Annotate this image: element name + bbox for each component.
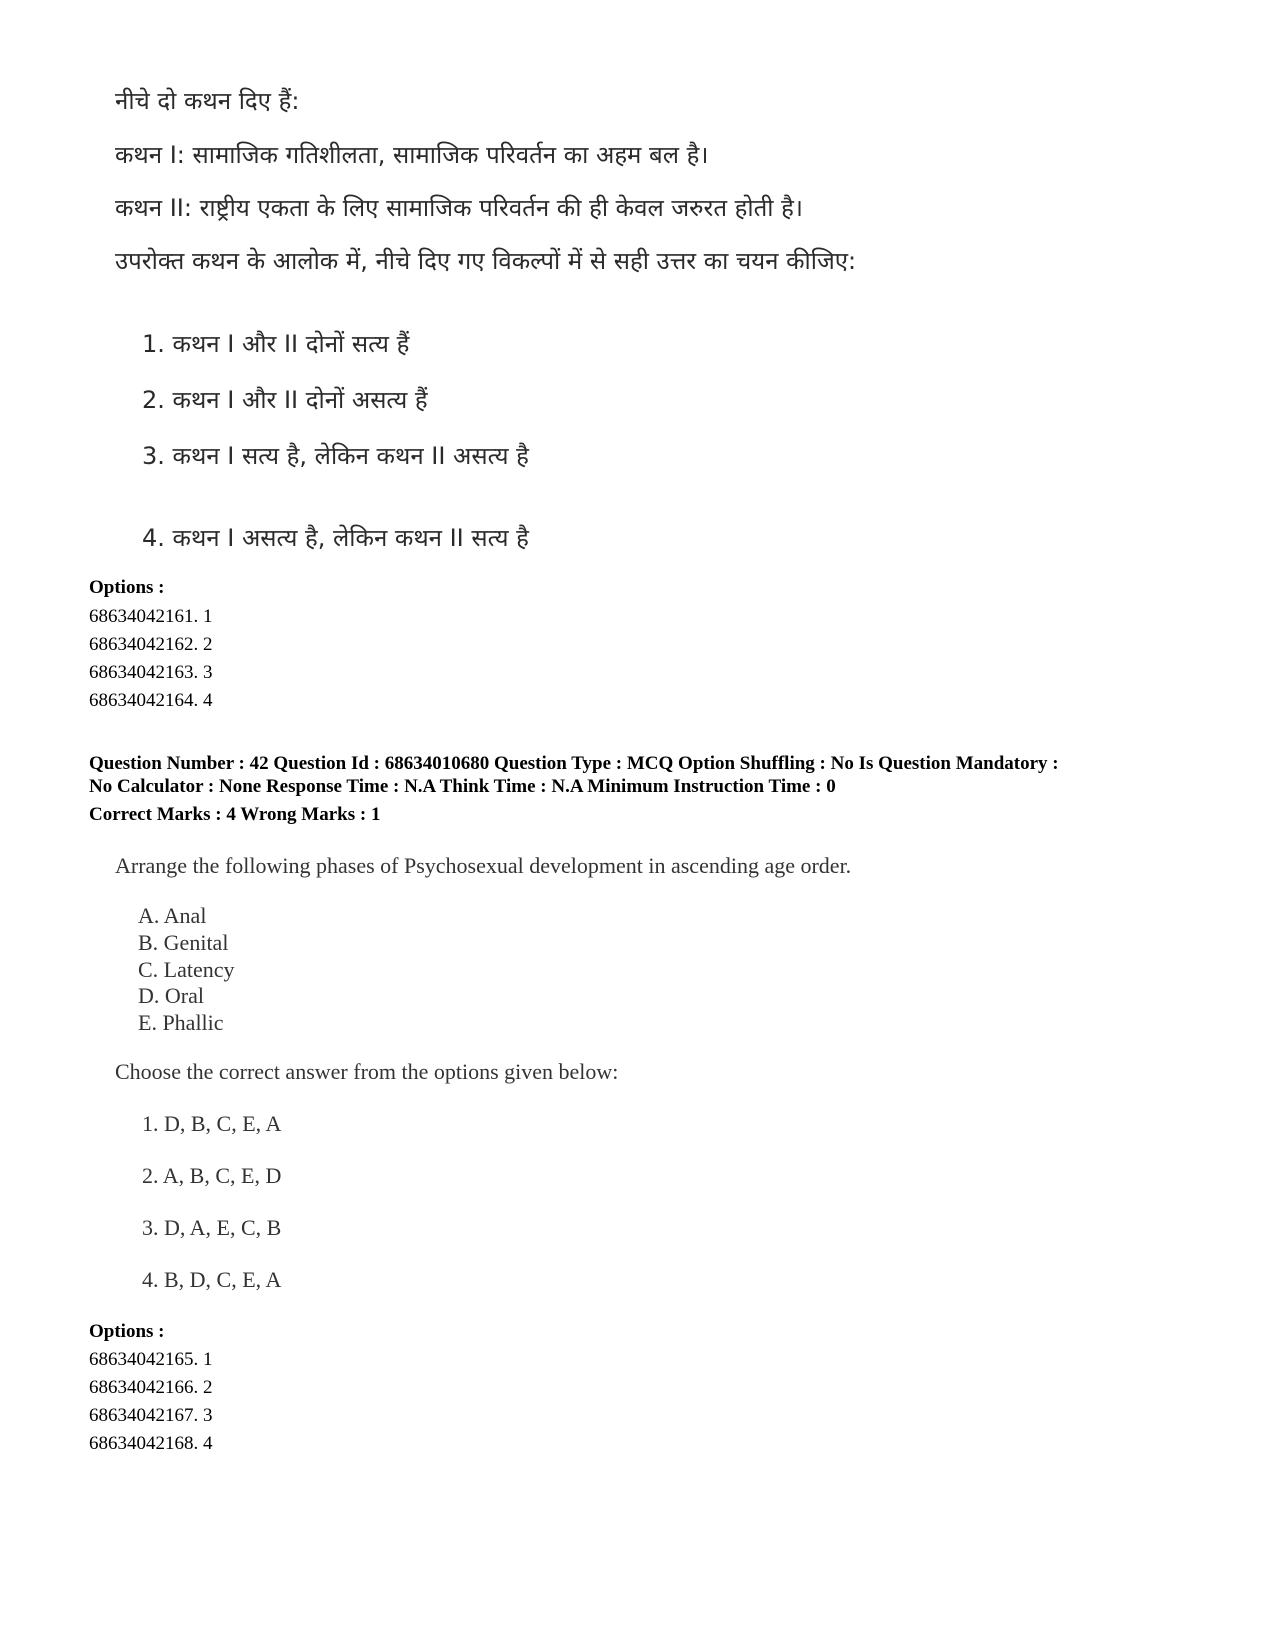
q41-option: 68634042164. 4 — [89, 690, 213, 711]
q42-choice: 4. B, D, C, E, A — [142, 1267, 282, 1292]
q42-choice: 1. D, B, C, E, A — [142, 1111, 282, 1136]
q42-prompt: Arrange the following phases of Psychosexual development in ascending age order. — [115, 853, 852, 878]
q41-option: 68634042162. 2 — [89, 634, 213, 655]
q42-options-label: Options : — [89, 1321, 165, 1342]
q41-options-label: Options : — [89, 577, 165, 598]
q42-item: D. Oral — [138, 983, 204, 1008]
q41-statement-2: कथन II: राष्ट्रीय एकता के लिए सामाजिक परिवर्तन की ही केवल जरुरत होती है। — [115, 194, 803, 222]
q42-item: C. Latency — [138, 957, 235, 982]
q42-instruction: Choose the correct answer from the options given below: — [115, 1059, 619, 1084]
q41-choice: 4. कथन I असत्य है, लेकिन कथन II सत्य है — [142, 524, 529, 552]
q42-option: 68634042166. 2 — [89, 1377, 213, 1398]
q42-item: E. Phallic — [138, 1010, 224, 1035]
q41-intro: नीचे दो कथन दिए हैं: — [115, 87, 300, 115]
q42-meta-line-2: No Calculator : None Response Time : N.A Think Time : N.A Minimum Instruction Time : 0 — [89, 776, 836, 797]
q42-option: 68634042168. 4 — [89, 1433, 213, 1454]
q41-option: 68634042161. 1 — [89, 606, 213, 627]
q41-statement-1: कथन I: सामाजिक गतिशीलता, सामाजिक परिवर्तन का अहम बल है। — [115, 141, 709, 169]
q42-choice: 2. A, B, C, E, D — [142, 1163, 282, 1188]
q41-choice: 2. कथन I और II दोनों असत्य हैं — [142, 386, 428, 414]
q41-option: 68634042163. 3 — [89, 662, 213, 683]
q42-item: A. Anal — [138, 903, 207, 928]
q42-option: 68634042165. 1 — [89, 1349, 213, 1370]
q41-choice: 1. कथन I और II दोनों सत्य हैं — [142, 330, 410, 358]
q42-choice: 3. D, A, E, C, B — [142, 1215, 282, 1240]
q42-item: B. Genital — [138, 930, 229, 955]
q41-instruction: उपरोक्त कथन के आलोक में, नीचे दिए गए विकल्पों में से सही उत्तर का चयन कीजिए: — [115, 247, 857, 275]
q41-choice: 3. कथन I सत्य है, लेकिन कथन II असत्य है — [142, 442, 529, 470]
q42-marks: Correct Marks : 4 Wrong Marks : 1 — [89, 804, 381, 825]
q42-meta-line-1: Question Number : 42 Question Id : 68634010680 Question Type : MCQ Option Shuffling : No Is Question Mandatory : — [89, 753, 1059, 774]
q42-option: 68634042167. 3 — [89, 1405, 213, 1426]
